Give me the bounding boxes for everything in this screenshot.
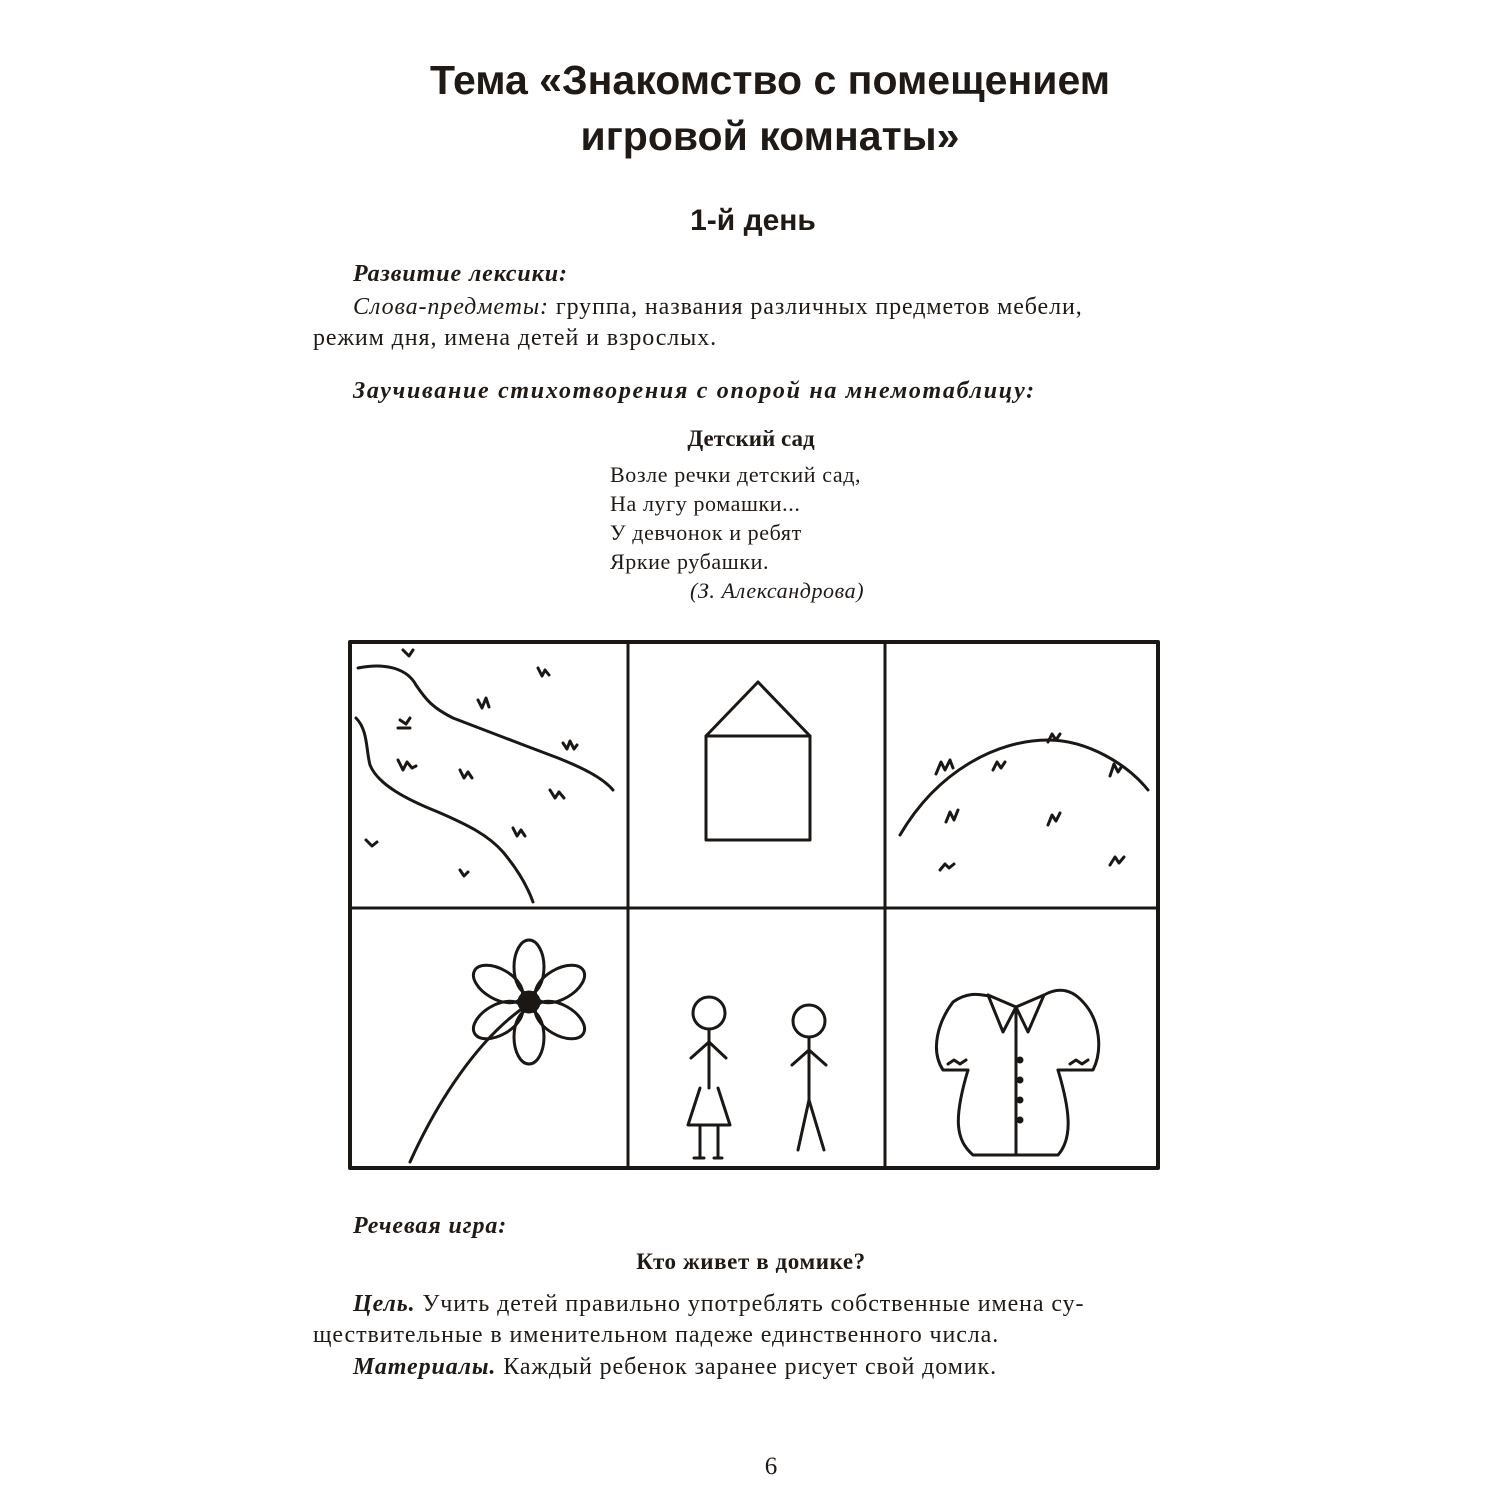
poem-line: На лугу ромашки... — [610, 491, 801, 516]
shirt-icon — [936, 990, 1098, 1155]
materials-line — [353, 1352, 997, 1383]
game-title: Кто живет в домике? — [636, 1249, 866, 1274]
poem-line: У девчонок и ребят — [610, 520, 802, 545]
children-icon — [688, 997, 826, 1158]
mnemo-table-border — [350, 642, 1158, 1168]
goal-text: Учить детей правильно употреблять собственные имена су- — [415, 1291, 1085, 1317]
materials-label: Материалы. — [353, 1354, 497, 1380]
goal-line-2: ществительные в именительном падеже единственного числа. — [313, 1322, 1000, 1348]
page-number: 6 — [764, 1453, 778, 1480]
goal-label: Цель. — [353, 1291, 416, 1317]
lexicon-label: Слова-предметы: — [353, 294, 549, 320]
hill-with-grass-icon — [900, 734, 1148, 870]
lexicon-line-2: режим дня, имена детей и взрослых. — [313, 325, 717, 351]
house-icon — [706, 682, 810, 840]
river-meadow-icon — [356, 650, 613, 902]
lexicon-line-1 — [353, 292, 1083, 323]
daisy-icon — [410, 940, 591, 1162]
poem-author: (З. Александрова) — [690, 578, 865, 603]
title-line-2: игровой комнаты» — [580, 113, 960, 159]
materials-text: Каждый ребенок заранее рисует свой домик. — [496, 1354, 997, 1380]
poem — [610, 460, 864, 605]
poem-title: Детский сад — [687, 426, 815, 451]
lexicon-text: группа, названия различных предметов мебели, — [548, 294, 1083, 320]
poem-line: Яркие рубашки. — [610, 549, 770, 574]
game-heading: Речевая игра: — [353, 1213, 508, 1239]
memorize-heading: Заучивание стихотворения с опорой на мнемотаблицу: — [353, 378, 1036, 404]
mnemo-table — [348, 640, 1160, 1170]
lexicon-heading: Развитие лексики: — [353, 261, 568, 287]
goal-line-1 — [353, 1289, 1084, 1320]
day-heading: 1-й день — [690, 204, 816, 237]
poem-line: Возле речки детский сад, — [610, 462, 862, 487]
title-line-1: Тема «Знакомство с помещением — [429, 57, 1111, 103]
page-title — [0, 52, 1500, 164]
